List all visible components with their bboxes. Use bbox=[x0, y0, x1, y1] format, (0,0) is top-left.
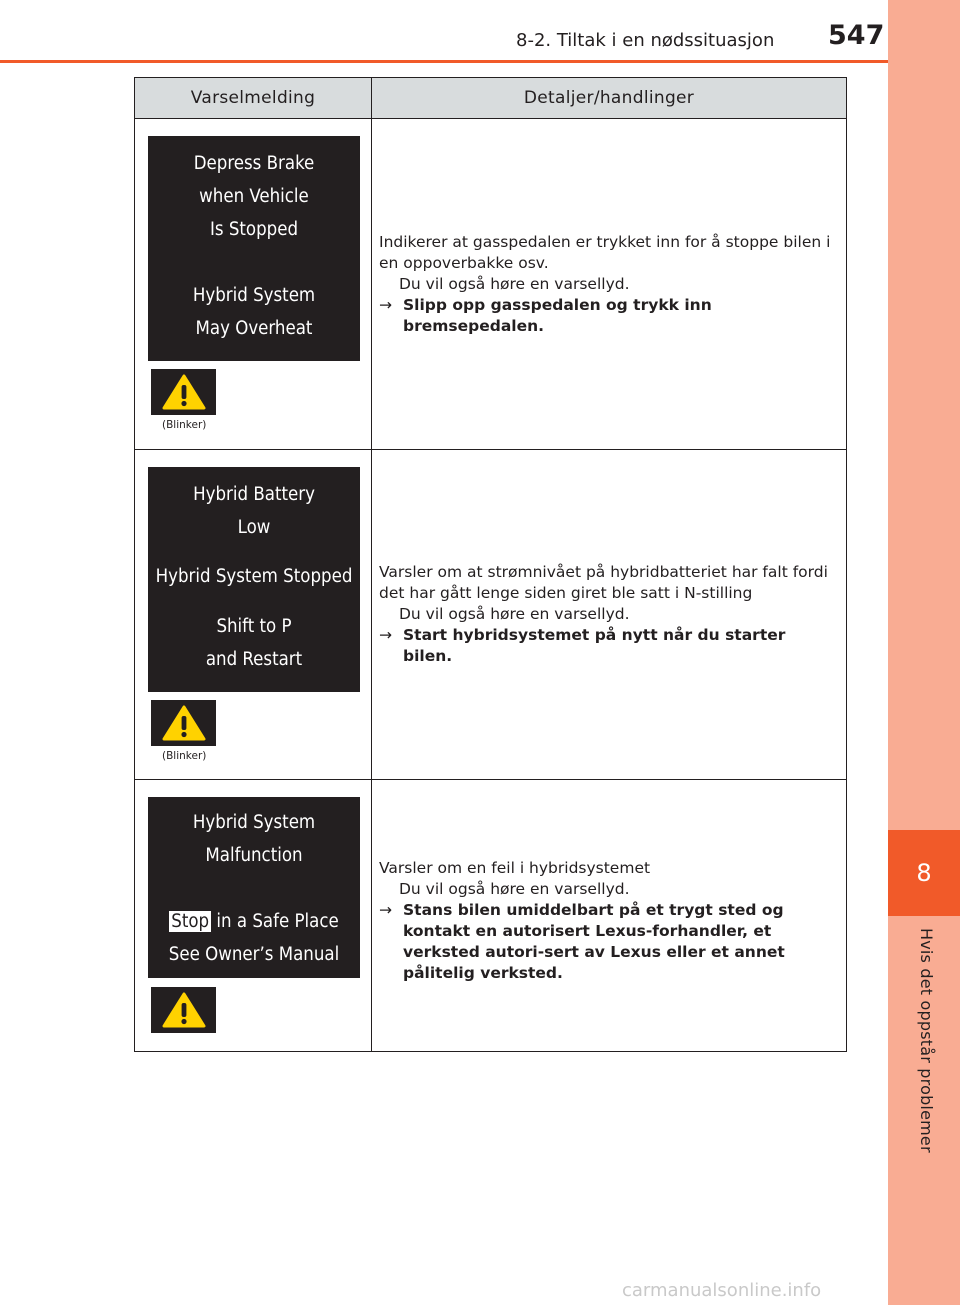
arrow-icon: → bbox=[379, 295, 392, 314]
display-line: Depress Brake bbox=[193, 153, 315, 174]
arrow-icon: → bbox=[379, 626, 392, 644]
arrow-icon: → bbox=[379, 901, 392, 919]
display-line: Shift to P bbox=[216, 616, 292, 637]
header-rule bbox=[0, 60, 888, 63]
column-header-details: Detaljer/handlinger bbox=[372, 78, 847, 119]
display-line: Low bbox=[237, 517, 271, 538]
display-line-rest: in a Safe Place bbox=[216, 911, 339, 932]
description-text: Varsler om at strømnivået på hybridbatteriet har falt fordi det har gått lenge siden giret ble satt i N-stilling bbox=[379, 563, 828, 602]
table-row bbox=[135, 780, 847, 1052]
blinker-label: (Blinker) bbox=[162, 419, 207, 431]
display-line: when Vehicle bbox=[199, 186, 309, 207]
display-line: Malfunction bbox=[205, 845, 303, 866]
chapter-number: 8 bbox=[916, 859, 932, 887]
sound-note: Du vil også høre en varsellyd. bbox=[399, 605, 630, 623]
action-label: Stans bilen umiddelbart på et trygt sted og kontakt en autorisert Lexus-forhandler, et verksted autori-sert av Lexus eller et annet pålitelig verksted. bbox=[403, 901, 785, 982]
description-text: Varsler om en feil i hybridsystemet bbox=[379, 859, 651, 877]
action-label: Start hybridsystemet på nytt når du starter bilen. bbox=[403, 626, 786, 665]
display-line: Hybrid System bbox=[192, 285, 316, 306]
message-detail-cell bbox=[372, 780, 847, 1052]
table-header-row bbox=[135, 78, 847, 119]
message-image-cell bbox=[135, 780, 372, 1052]
column-header-message: Varselmelding bbox=[135, 78, 372, 119]
action-text bbox=[379, 900, 836, 984]
message-image-cell bbox=[135, 119, 372, 450]
stop-highlight: Stop bbox=[171, 911, 210, 932]
display-message bbox=[148, 467, 360, 692]
warning-triangle-icon bbox=[151, 987, 216, 1033]
message-image-cell bbox=[135, 450, 372, 780]
action-text bbox=[379, 625, 836, 667]
table-row bbox=[135, 119, 847, 450]
watermark: carmanualsonline.info bbox=[622, 1280, 822, 1301]
display-line: See Owner’s Manual bbox=[168, 944, 340, 965]
sound-note: Du vil også høre en varsellyd. bbox=[399, 880, 630, 898]
display-message bbox=[148, 136, 360, 361]
sound-note: Du vil også høre en varsellyd. bbox=[399, 274, 630, 293]
blinker-label: (Blinker) bbox=[162, 750, 207, 762]
display-line: Hybrid System Stopped bbox=[155, 566, 353, 587]
display-message bbox=[148, 797, 360, 978]
action-label: Slipp opp gasspedalen og trykk inn bremsepedalen. bbox=[403, 295, 712, 335]
message-detail-cell bbox=[372, 119, 847, 450]
warning-triangle-icon bbox=[151, 700, 216, 746]
display-line-stop bbox=[148, 911, 360, 932]
page-number: 547 bbox=[828, 20, 885, 51]
action-text bbox=[379, 295, 836, 337]
message-detail-cell bbox=[372, 450, 847, 780]
chapter-tab bbox=[888, 830, 960, 916]
display-line: and Restart bbox=[205, 649, 303, 670]
description-text: Indikerer at gasspedalen er trykket inn for å stoppe bilen i en oppoverbakke osv. bbox=[379, 232, 831, 272]
warning-message-table bbox=[134, 77, 847, 1052]
table-row bbox=[135, 450, 847, 780]
chapter-label: Hvis det oppstår problemer bbox=[917, 928, 936, 1153]
section-title: 8-2. Tiltak i en nødssituasjon bbox=[516, 30, 775, 51]
display-line: Hybrid Battery bbox=[193, 484, 315, 505]
display-line: Hybrid System bbox=[192, 812, 316, 833]
warning-triangle-icon bbox=[151, 369, 216, 415]
display-line: Is Stopped bbox=[209, 219, 299, 240]
display-line: May Overheat bbox=[195, 318, 313, 339]
